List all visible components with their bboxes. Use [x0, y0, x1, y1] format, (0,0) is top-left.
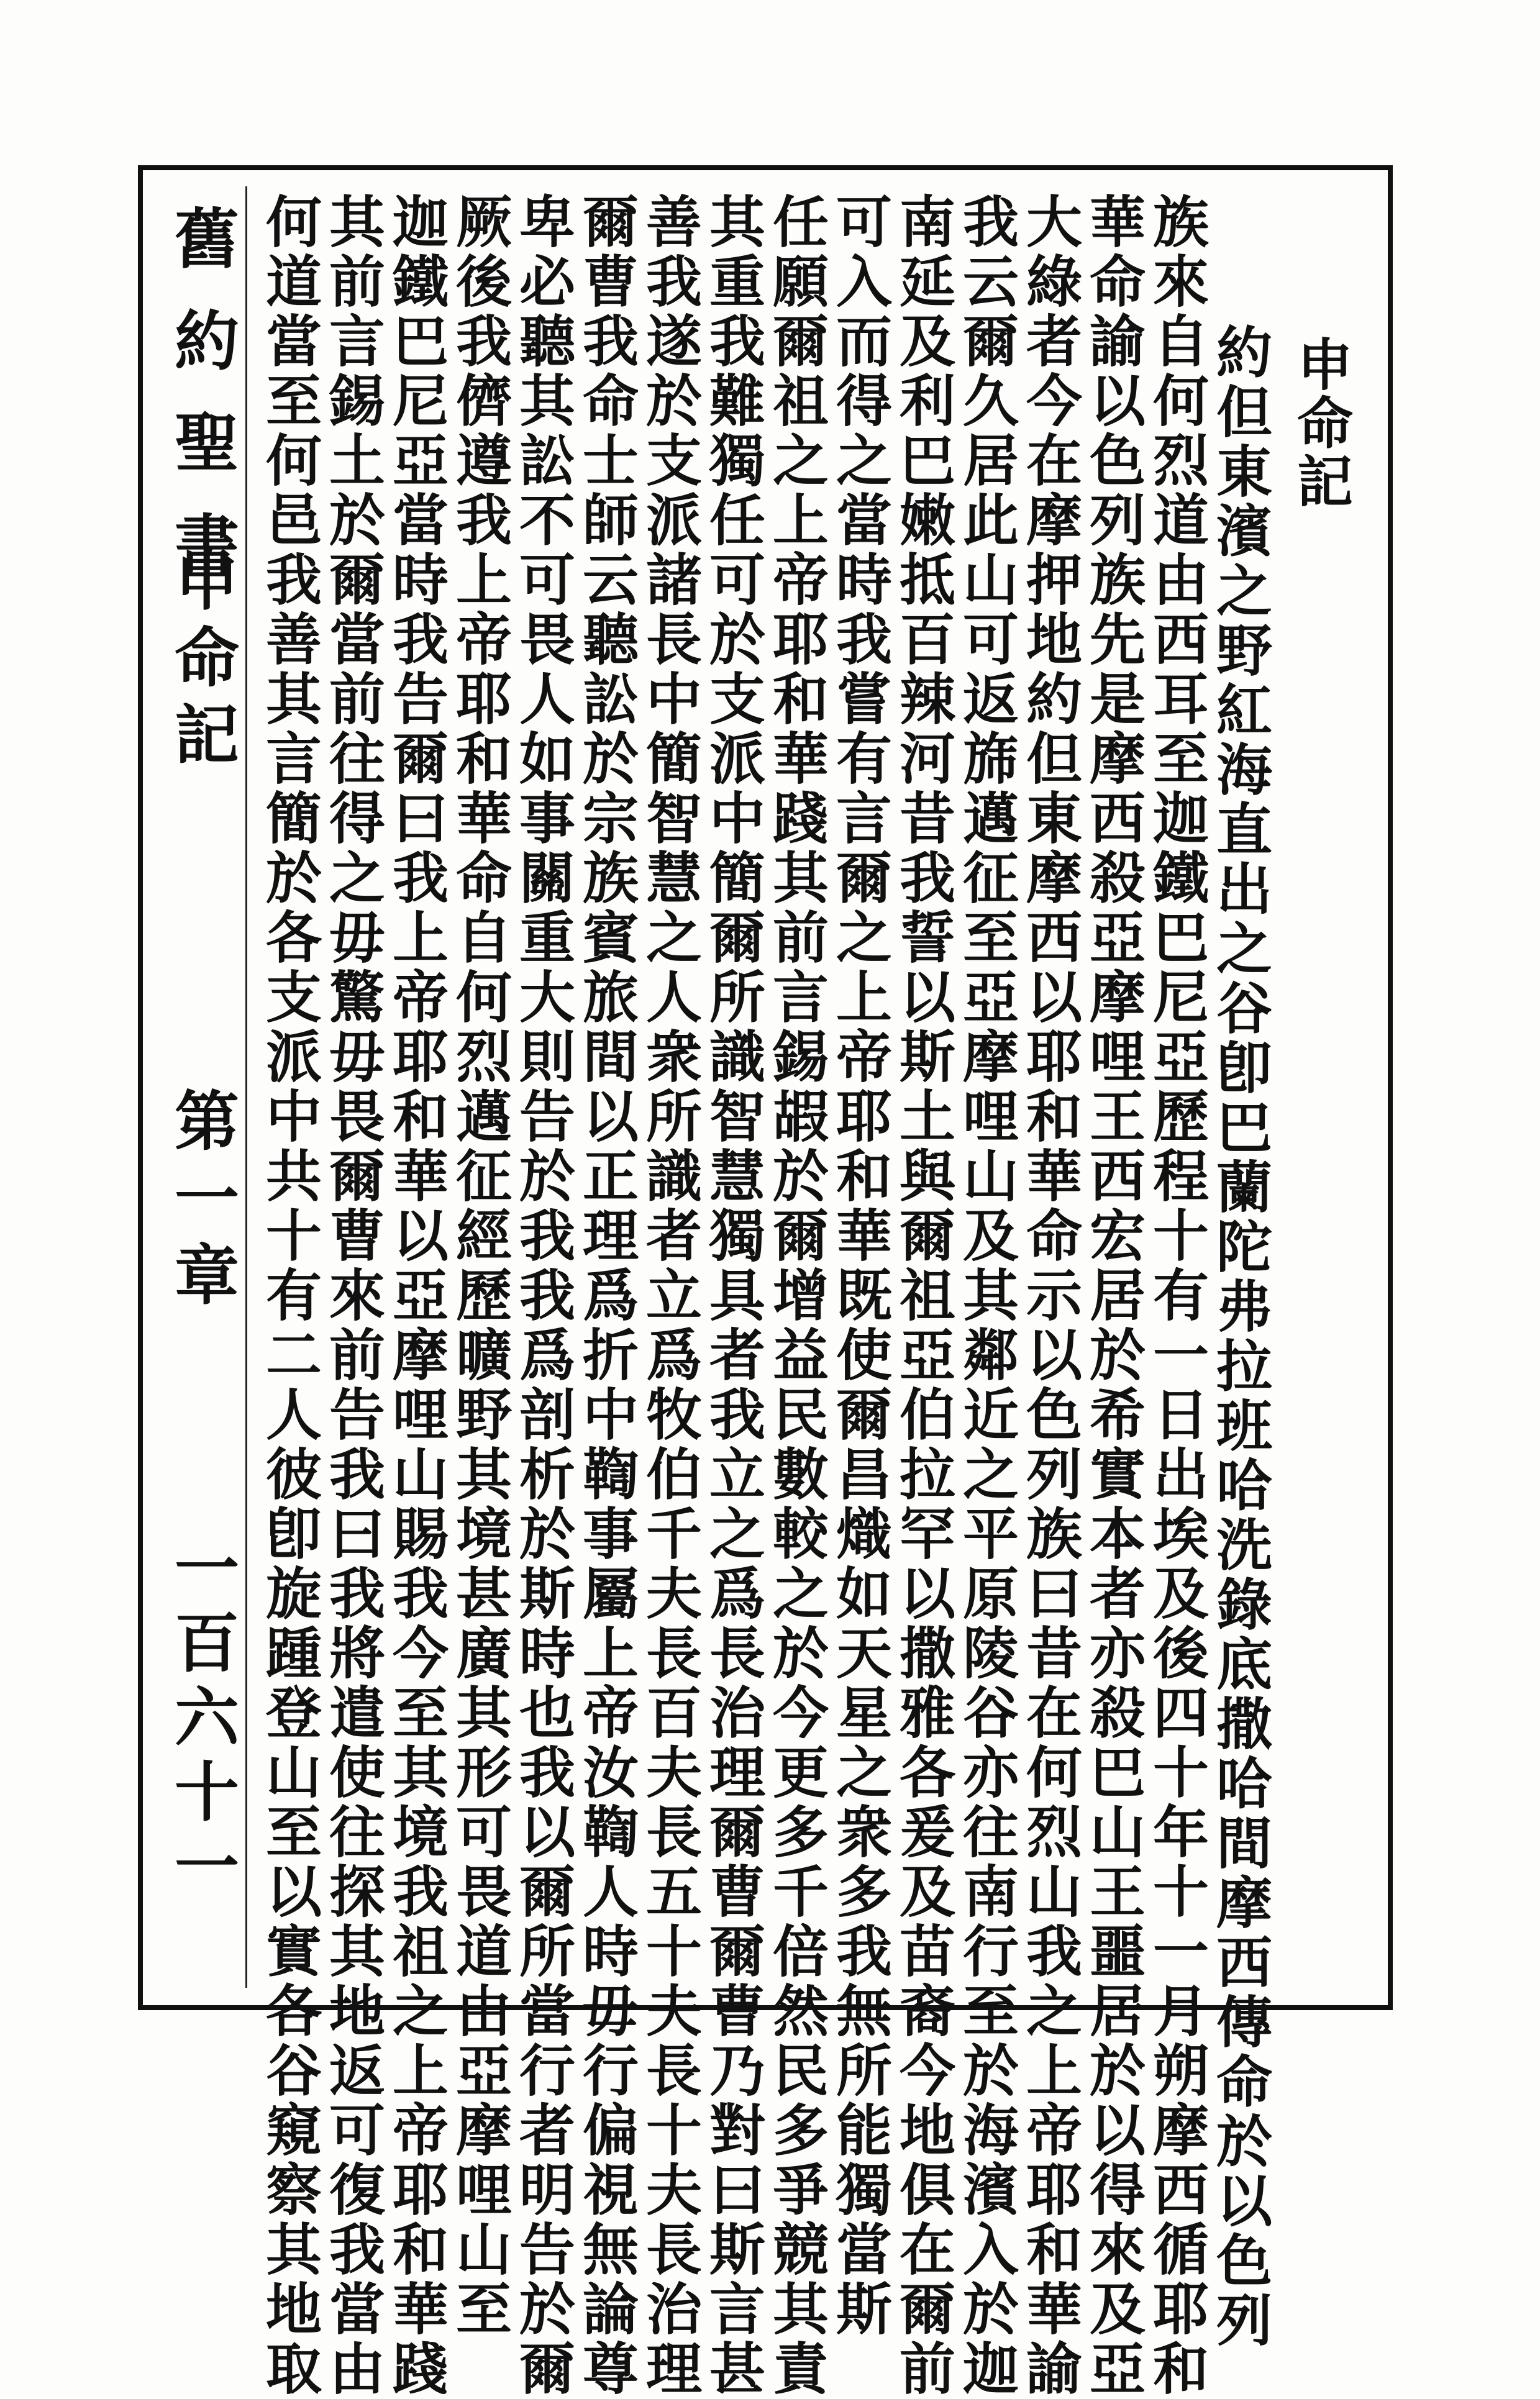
text-column: 厥後我儕遵我上帝耶和華命自何烈邁征經歷曠野其境甚廣其形可畏道由亞摩哩山至	[446, 193, 512, 2339]
margin-rule	[245, 186, 247, 1988]
text-column: 大綠者今在摩押地約但東摩西以耶和華命示以色列族曰昔在何烈山我之上帝耶和華諭	[1016, 193, 1082, 2399]
text-column: 族來自何烈道由西耳至迦鐵巴尼亞歷程十有一日出埃及後四十年十一月朔摩西循耶和	[1143, 193, 1209, 2399]
page-number: 一百六十一	[163, 1534, 240, 1907]
book-heading: 申命記	[1287, 335, 1353, 511]
text-column: 約但東濱之野紅海直出之谷卽巴蘭陀弗拉班哈洗錄底撒哈間摩西傳命於以色列	[1206, 323, 1272, 2351]
text-column: 何道當至何邑我善其言簡於各支派中共十有二人彼卽旋踵登山至以實各谷窺察其地取	[256, 193, 322, 2399]
text-column: 迦鐵巴尼亞當時我告爾曰我上帝耶和華以亞摩哩山賜我今至其境我祖之上帝耶和華踐	[383, 193, 449, 2399]
text-column: 我云爾久居此山可返旆邁征至亞摩哩山及其鄰近之平原陵谷亦往南行至於海濱入於迦	[953, 193, 1019, 2399]
text-column: 善我遂於支派諸長中簡智慧之人衆所識者立爲牧伯千夫長百夫長五十夫長十夫長治理	[636, 193, 702, 2399]
chapter-label: 第一章	[163, 1087, 240, 1318]
text-column: 任願爾祖之上帝耶和華踐其前言錫嘏於爾增益民數較之於今更多千倍然民多爭競其責	[763, 193, 829, 2399]
text-column: 爾曹我命士師云聽訟於宗族賓旅間以正理爲折中鞫事屬上帝汝鞫人時毋行偏視無論尊	[573, 193, 639, 2399]
text-column: 其前言錫土於爾當前往得之毋驚毋畏爾曹來前告我曰我將遣使往探其地返可復我當由	[319, 193, 385, 2399]
section-title: 申命記	[163, 547, 240, 778]
text-column: 南延及利巴嫩抵百辣河昔我誓以斯土與爾祖亞伯拉罕以撒雅各爰及苗裔今地俱在爾前	[890, 193, 955, 2399]
text-column: 華命諭以色列族先是摩西殺亞摩哩王西宏居於希實本者亦殺巴山王噩居於以得來及亞	[1080, 193, 1146, 2399]
book-title: 舊約聖書	[163, 205, 240, 612]
text-column: 可入而得之當時我嘗有言爾之上帝耶和華既使爾昌熾如天星之衆多我無所能獨當斯	[826, 193, 892, 2339]
text-column: 其重我難獨任可於支派中簡爾所識智慧獨具者我立之爲長治理爾曹爾曹乃對曰斯言甚	[699, 193, 765, 2399]
text-column: 卑必聽其訟不可畏人如事關重大則告於我我爲剖析於斯時也我以爾所當行者明告於爾	[509, 193, 575, 2399]
